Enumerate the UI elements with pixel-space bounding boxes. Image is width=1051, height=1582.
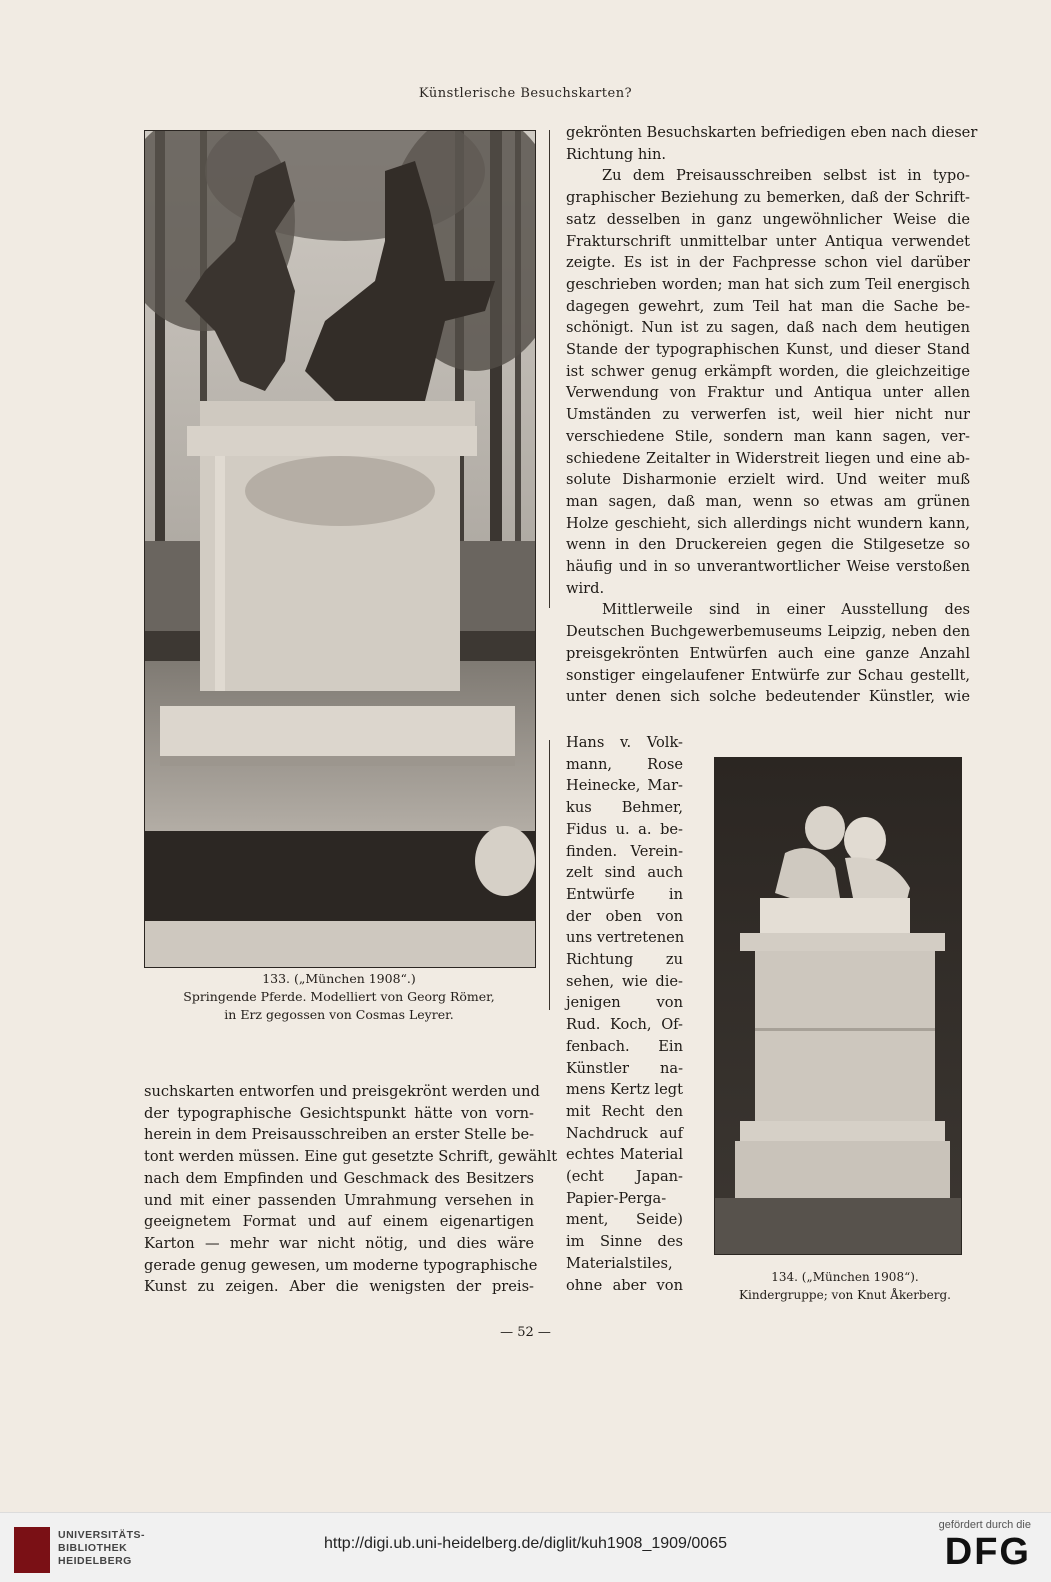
text-line: tont werden müssen. Eine gut gesetzte Schrift, gewählt	[144, 1148, 558, 1166]
figure-134-number: 134. („München 1908“).	[771, 1270, 919, 1284]
text-line: jenigen von	[566, 994, 683, 1012]
figure-133-photo	[144, 130, 536, 968]
text-line: mens Kertz legt	[566, 1081, 683, 1099]
text-line: Holze geschieht, sich allerdings nicht wundern kann,	[566, 514, 970, 532]
text-line: Papier-Perga-	[566, 1189, 667, 1207]
text-line: wenn in den Druckereien gegen die Stilgesetze so	[566, 536, 970, 554]
text-line: finden. Verein-	[566, 842, 683, 860]
text-line: sehen, wie die-	[566, 972, 683, 990]
text-line: Verwendung von Fraktur und Antiqua unter allen	[566, 384, 970, 402]
text-line: schiedene Zeitalter in Widerstreit liegen und eine ab-	[566, 449, 970, 467]
page-number: — 52 —	[500, 1325, 551, 1340]
text-line: Zu dem Preisausschreiben selbst ist in typo-	[602, 167, 970, 185]
text-line: Rud. Koch, Of-	[566, 1016, 683, 1034]
text-line: der oben von	[566, 907, 683, 925]
figure-133-caption-line2: in Erz gegossen von Cosmas Leyrer.	[224, 1007, 454, 1022]
text-line: Umständen zu verwerfen ist, weil hier nicht nur	[566, 406, 970, 424]
footer-bar	[0, 1512, 1051, 1582]
sponsor	[939, 1519, 1031, 1573]
right-column-narrow-text	[566, 732, 683, 1296]
text-line: dagegen gewehrt, zum Teil hat man die Sache be-	[566, 297, 970, 315]
text-line: sonstiger eingelaufener Entwürfe zur Schau gestellt,	[566, 666, 970, 684]
text-line: verschiedene Stile, sondern man kann sagen, ver-	[566, 427, 970, 445]
text-line: Frakturschrift unmittelbar unter Antiqua verwendet	[566, 232, 970, 250]
text-line: fenbach. Ein	[566, 1037, 683, 1055]
text-line: satz desselben in ganz ungewöhnlicher Weise die	[566, 210, 970, 228]
text-line: wird.	[566, 579, 605, 597]
text-line: nach dem Empfinden und Geschmack des Besitzers	[144, 1169, 534, 1187]
text-line: Heinecke, Mar-	[566, 777, 683, 795]
dfg-logo[interactable]: DFG	[944, 1531, 1031, 1573]
text-line: suchskarten entworfen und preisgekrönt werden und	[144, 1083, 540, 1100]
text-line: schönigt. Nun ist zu sagen, daß nach dem heutigen	[566, 319, 970, 337]
right-column-text	[566, 122, 978, 708]
text-line: der typographische Gesichtspunkt hätte von vorn-	[144, 1104, 534, 1122]
text-line: uns vertretenen	[566, 929, 685, 947]
library-name-line: HEIDELBERG	[58, 1555, 132, 1567]
text-line: Fidus u. a. be-	[566, 820, 683, 838]
running-head: Künstlerische Besuchskarten?	[418, 86, 633, 101]
sponsor-label: gefördert durch die	[938, 1519, 1031, 1531]
text-line: gerade genug gewesen, um moderne typographische	[144, 1256, 538, 1274]
text-line: und mit einer passenden Umrahmung versehen in	[144, 1191, 534, 1209]
text-line: man sagen, daß man, wenn so etwas am grünen	[566, 492, 970, 510]
text-line: Richtung hin.	[566, 145, 666, 163]
text-line: echtes Material	[566, 1146, 683, 1164]
text-line: geschrieben worden; man hat sich zum Teil energisch	[566, 275, 970, 293]
text-line: (echt Japan-	[566, 1168, 683, 1186]
text-line: Deutschen Buchgewerbemuseums Leipzig, neben den	[566, 623, 970, 641]
text-line: geeignetem Format und auf einem eigenartigen	[144, 1213, 534, 1231]
text-line: Entwürfe in	[566, 885, 683, 903]
text-line: graphischer Beziehung zu bemerken, daß der Schrift-	[566, 189, 970, 207]
column-rule	[549, 130, 550, 608]
text-line: ment, Seide)	[566, 1211, 683, 1229]
text-line: zeigte. Es ist in der Fachpresse schon viel darüber	[566, 254, 970, 272]
text-line: Karton — mehr war nicht nötig, und dies wäre	[144, 1234, 534, 1252]
text-line: Mittlerweile sind in einer Ausstellung des	[602, 601, 970, 619]
text-line: mann, Rose	[566, 755, 683, 773]
figure-133-caption	[144, 970, 534, 1024]
text-line: zelt sind auch	[566, 864, 683, 882]
text-line: preisgekrönten Entwürfen auch eine ganze Anzahl	[566, 644, 970, 662]
figure-134-caption-text: Kindergruppe; von Knut Åkerberg.	[739, 1288, 951, 1302]
figure-133-caption-line1: Springende Pferde. Modelliert von Georg Römer,	[183, 989, 495, 1004]
text-line: häufig und in so unverantwortlicher Weise verstoßen	[566, 558, 970, 576]
text-line: unter denen sich solche bedeutender Künstler, wie	[566, 688, 970, 706]
text-line: ist schwer genug erkämpft worden, die gleichzeitige	[566, 362, 970, 380]
figure-134-photo	[714, 757, 962, 1255]
text-line: Kunst zu zeigen. Aber die wenigsten der preis-	[144, 1278, 534, 1296]
text-line: Richtung zu	[566, 951, 683, 969]
text-line: Nachdruck auf	[566, 1124, 683, 1142]
text-line: kus Behmer,	[566, 799, 683, 817]
text-line: im Sinne des	[566, 1233, 683, 1251]
text-line: Stande der typographischen Kunst, und dieser Stand	[566, 341, 970, 359]
figure-134-caption	[700, 1268, 990, 1304]
library-name-line: UNIVERSITÄTS-	[58, 1529, 146, 1541]
text-line: solute Disharmonie erzielt wird. Und weiter muß	[566, 471, 970, 489]
left-column-text	[144, 1081, 558, 1298]
text-line: gekrönten Besuchskarten befriedigen eben nach dieser	[566, 124, 978, 141]
text-line: Künstler na-	[566, 1059, 683, 1077]
text-line: Materialstiles,	[566, 1254, 673, 1272]
library-name-line: BIBLIOTHEK	[58, 1542, 128, 1554]
figure-133-number: 133. („München 1908“.)	[262, 971, 416, 986]
text-line: Hans v. Volk-	[566, 734, 683, 751]
text-line: mit Recht den	[566, 1102, 683, 1120]
column-rule-lower	[549, 740, 550, 1010]
text-line: ohne aber von	[566, 1276, 683, 1294]
text-line: herein in dem Preisausschreiben an erster Stelle be-	[144, 1126, 535, 1144]
source-url-link[interactable]: http://digi.ub.uni-heidelberg.de/diglit/kuh1908_1909/0065	[324, 1535, 727, 1552]
